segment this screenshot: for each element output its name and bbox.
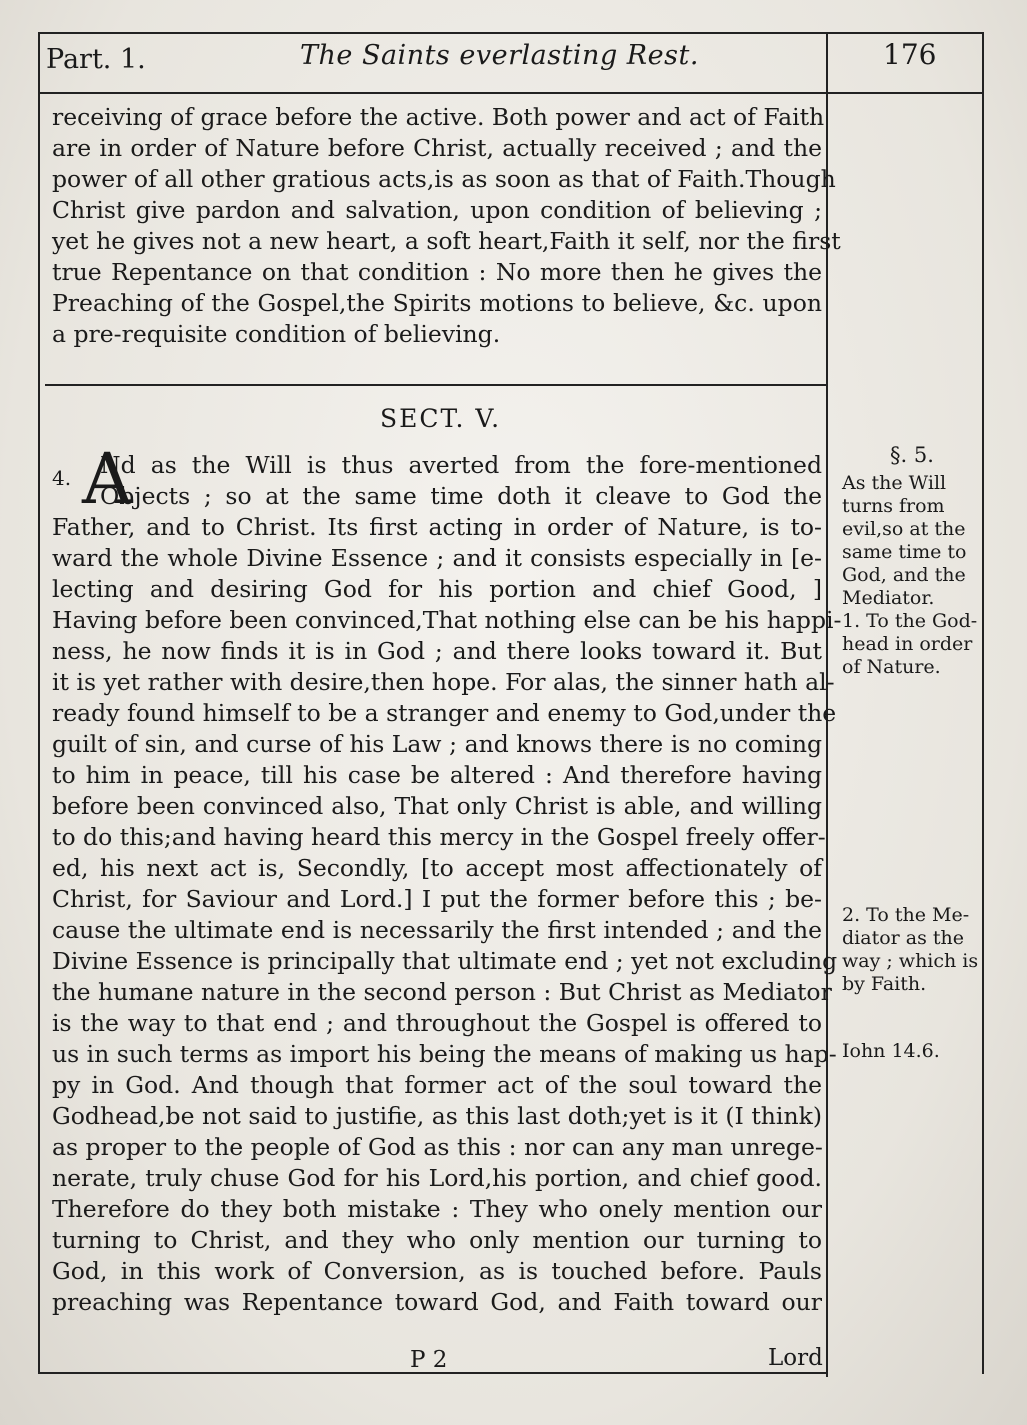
text-line: Objects ; so at the same time doth it cleave to God the [100, 482, 822, 510]
section-body [52, 450, 842, 1318]
text-line: Therefore do they both mistake : They who onely mention our [52, 1195, 822, 1223]
text-line: turning to Christ, and they who only mention our turning to [52, 1226, 822, 1254]
running-head-part: Part. 1. [46, 44, 146, 75]
text-line: the humane nature in the second person : But Christ as Mediator [52, 978, 832, 1006]
margin-line: way ; which is [842, 950, 979, 972]
text-line: Divine Essence is principally that ultimate end ; yet not excluding [52, 947, 838, 975]
margin-line: 1. To the God- [842, 610, 978, 632]
text-line: receiving of grace before the active. Both power and act of Faith [52, 103, 825, 131]
margin-line: Mediator. [842, 587, 935, 609]
text-line: us in such terms as import his being the means of making us hap- [52, 1040, 837, 1068]
text-line: nerate, truly chuse God for his Lord,his portion, and chief good. [52, 1164, 822, 1192]
margin-note-mediator [842, 904, 982, 996]
text-line: cause the ultimate end is necessarily the first intended ; and the [52, 916, 822, 944]
margin-line: 2. To the Me- [842, 904, 970, 926]
text-line: to him in peace, till his case be altered : And therefore having [52, 761, 822, 789]
text-line: Father, and to Christ. Its first acting in order of Nature, is to- [52, 513, 822, 541]
margin-line: same time to [842, 541, 967, 563]
text-line: py in God. And though that former act of the soul toward the [52, 1071, 822, 1099]
margin-line: Iohn 14.6. [842, 1040, 940, 1062]
text-line: lecting and desiring God for his portion and chief Good, ] [52, 575, 822, 603]
text-line: Godhead,be not said to justifie, as this last doth;yet is it (I think) [52, 1102, 822, 1130]
margin-line: diator as the [842, 927, 964, 949]
text-line: Nd as the Will is thus averted from the fore-mentioned [100, 451, 822, 479]
text-line: Christ, for Saviour and Lord.] I put the former before this ; be- [52, 885, 822, 913]
margin-line: evil,so at the [842, 518, 966, 540]
text-line: before been convinced also, That only Christ is able, and willing [52, 792, 822, 820]
margin-note-reference [842, 1040, 982, 1063]
text-line: as proper to the people of God as this : nor can any man unrege- [52, 1133, 823, 1161]
margin-section-mark: §. 5. [890, 443, 934, 467]
drop-cap: A [82, 438, 133, 520]
margin-line: turns from [842, 495, 945, 517]
text-line: a pre-requisite condition of believing. [52, 320, 501, 348]
margin-line: As the Will [842, 472, 947, 494]
text-line: it is yet rather with desire,then hope. For alas, the sinner hath al- [52, 668, 835, 696]
text-line: ness, he now finds it is in God ; and there looks toward it. But [52, 637, 822, 665]
section-heading: SECT. V. [380, 404, 502, 433]
signature-mark: P 2 [410, 1347, 448, 1373]
text-line: yet he gives not a new heart, a soft heart,Faith it self, nor the first [52, 227, 841, 255]
text-line: Preaching of the Gospel,the Spirits motions to believe, &c. upon [52, 289, 822, 317]
margin-line: of Nature. [842, 656, 941, 678]
catchword: Lord [768, 1345, 823, 1371]
paragraph-number: 4. [52, 466, 72, 490]
text-line: are in order of Nature before Christ, actually received ; and the [52, 134, 822, 162]
margin-line: God, and the [842, 564, 966, 586]
text-line: is the way to that end ; and throughout the Gospel is offered to [52, 1009, 822, 1037]
paragraph-top [52, 102, 841, 350]
margin-line: by Faith. [842, 973, 927, 995]
text-line: God, in this work of Conversion, as is touched before. Pauls [52, 1257, 822, 1285]
text-line: power of all other gratious acts,is as soon as that of Faith.Though [52, 165, 836, 193]
text-line: guilt of sin, and curse of his Law ; and knows there is no coming [52, 730, 822, 758]
text-line: ready found himself to be a stranger and enemy to God,under the [52, 699, 837, 727]
text-line: to do this;and having heard this mercy in the Gospel freely offer- [52, 823, 826, 851]
margin-note-will [842, 472, 982, 679]
text-line: Christ give pardon and salvation, upon condition of believing ; [52, 196, 822, 224]
text-line: ed, his next act is, Secondly, [to accept most affectionately of [52, 854, 822, 882]
text-line: ward the whole Divine Essence ; and it consists especially in [e- [52, 544, 822, 572]
section-rule [45, 384, 826, 386]
running-head-title: The Saints everlasting Rest. [300, 40, 699, 71]
page-number: 176 [883, 38, 937, 71]
text-line: Having before been convinced,That nothing else can be his happi- [52, 606, 842, 634]
header-rule [38, 92, 982, 94]
margin-line: head in order [842, 633, 973, 655]
text-line: preaching was Repentance toward God, and Faith toward our [52, 1288, 822, 1316]
text-line: true Repentance on that condition : No more then he gives the [52, 258, 822, 286]
